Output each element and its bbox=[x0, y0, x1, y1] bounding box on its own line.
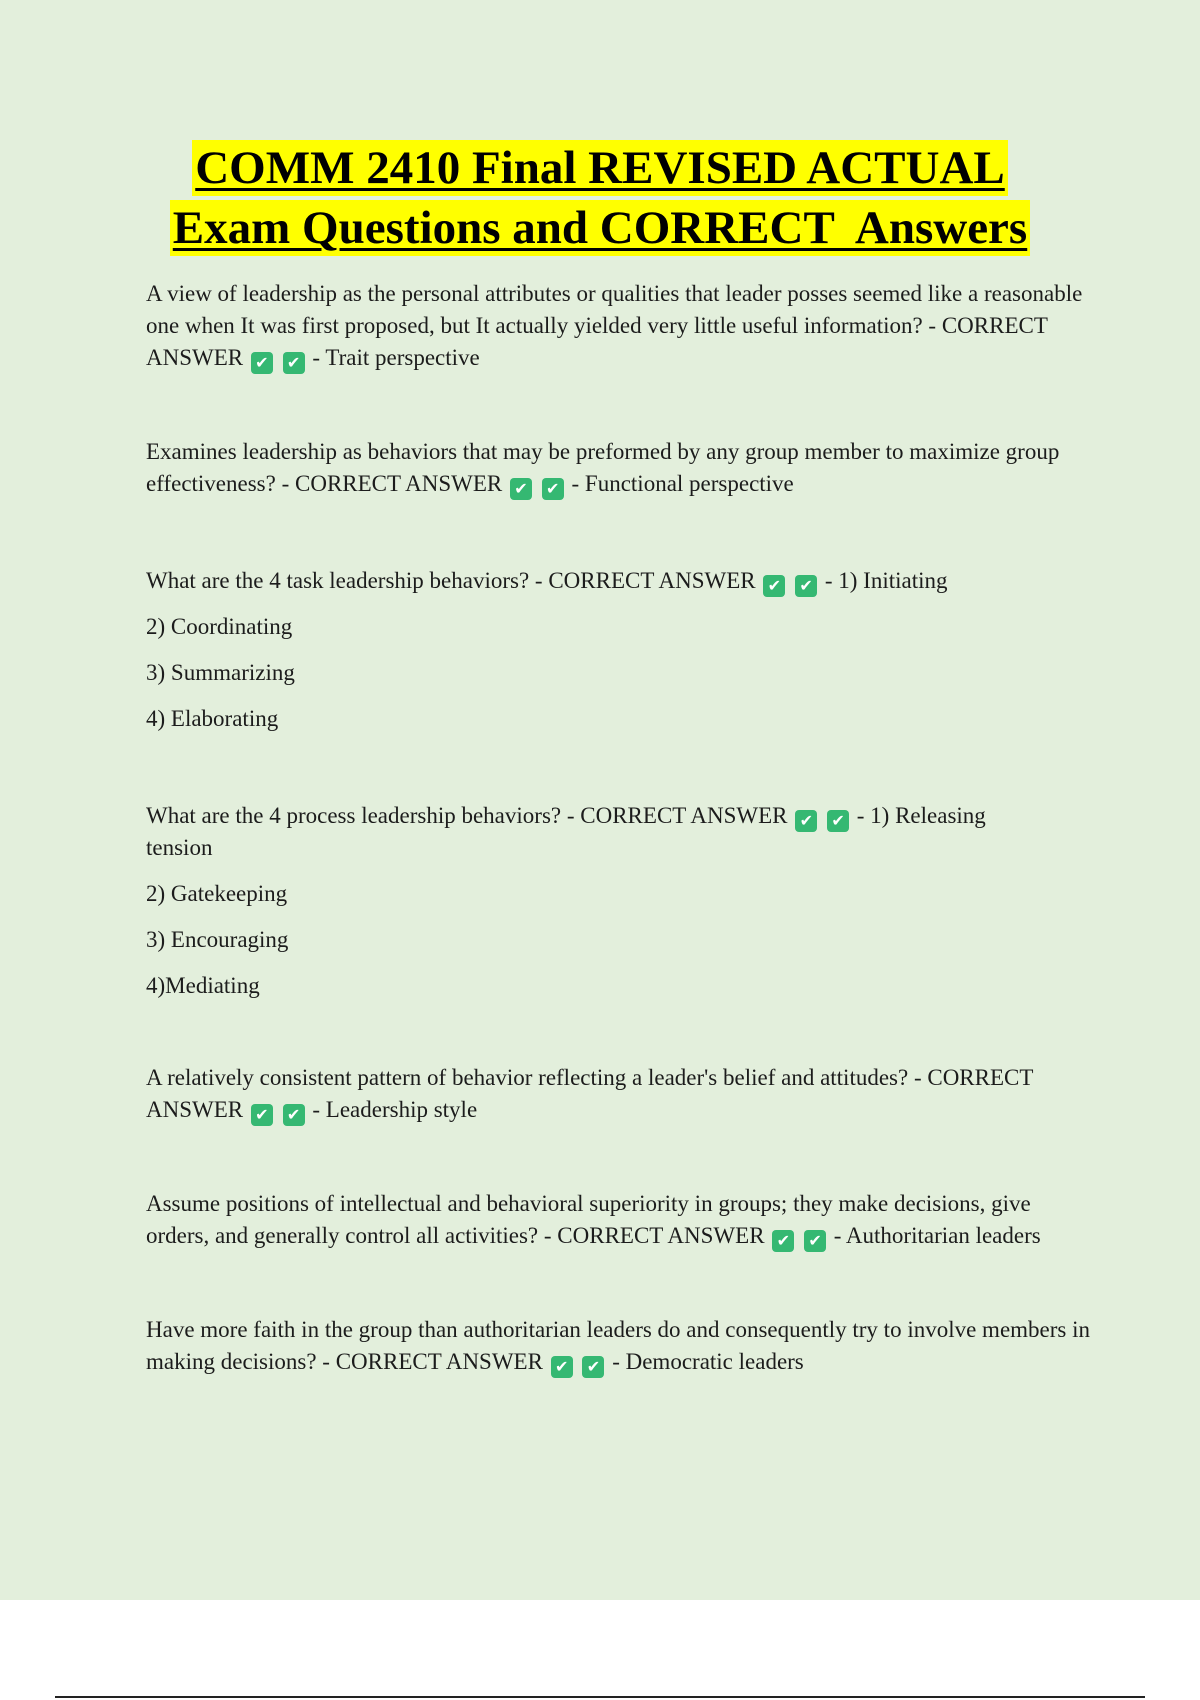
qa-text bbox=[146, 800, 1046, 864]
check-mark-icon: ✔ bbox=[542, 478, 564, 500]
answer-text: - 1) Initiating bbox=[824, 568, 948, 593]
answer-text: - Functional perspective bbox=[571, 471, 794, 496]
qa-text bbox=[146, 565, 1096, 597]
qa-text bbox=[146, 1314, 1096, 1378]
qa-item bbox=[146, 436, 1096, 500]
check-mark-icon: ✔ bbox=[804, 1230, 826, 1252]
document-title bbox=[0, 140, 1200, 256]
footer-divider bbox=[55, 1696, 1145, 1698]
answer-text: - Authoritarian leaders bbox=[833, 1223, 1041, 1248]
title-line-2: Exam Questions and CORRECT Answers bbox=[170, 200, 1030, 256]
question-text: Assume positions of intellectual and behavioral superiority in groups; they make decisions, give orders, and generally control all activities? - CORRECT ANSWER bbox=[146, 1191, 1031, 1248]
check-mark-icon: ✔ bbox=[510, 478, 532, 500]
check-mark-icon: ✔ bbox=[582, 1356, 604, 1378]
answer-list-item: 2) Coordinating bbox=[146, 614, 293, 639]
qa-item bbox=[146, 1062, 1096, 1126]
answer-text: - Trait perspective bbox=[312, 345, 480, 370]
question-text: What are the 4 task leadership behaviors? - CORRECT ANSWER bbox=[146, 568, 756, 593]
question-text: A relatively consistent pattern of behavior reflecting a leader's belief and attitudes? - CORRECT ANSWER bbox=[146, 1065, 1034, 1122]
qa-item bbox=[146, 1314, 1096, 1378]
qa-item bbox=[146, 800, 1096, 1002]
check-mark-icon: ✔ bbox=[251, 1104, 273, 1126]
answer-list-item: 4) Elaborating bbox=[146, 706, 279, 731]
question-text: A view of leadership as the personal attributes or qualities that leader posses seemed like a reasonable one when It was first proposed, but It actually yielded very little useful information? - CORRECT ANSWER bbox=[146, 281, 1083, 370]
check-mark-icon: ✔ bbox=[283, 352, 305, 374]
answer-text: - Leadership style bbox=[312, 1097, 478, 1122]
question-text: What are the 4 process leadership behaviors? - CORRECT ANSWER bbox=[146, 803, 788, 828]
check-mark-icon: ✔ bbox=[772, 1230, 794, 1252]
qa-text bbox=[146, 1188, 1096, 1252]
question-text: Have more faith in the group than authoritarian leaders do and consequently try to involve members in making decisions? - CORRECT ANSWER bbox=[146, 1317, 1090, 1374]
answer-list-item: 4)Mediating bbox=[146, 973, 260, 998]
qa-list bbox=[146, 278, 1096, 1378]
check-mark-icon: ✔ bbox=[763, 575, 785, 597]
check-mark-icon: ✔ bbox=[283, 1104, 305, 1126]
answer-text: - 1) Releasing tension bbox=[146, 803, 986, 860]
qa-text bbox=[146, 278, 1096, 374]
qa-text bbox=[146, 436, 1096, 500]
check-mark-icon: ✔ bbox=[551, 1356, 573, 1378]
answer-text: - Democratic leaders bbox=[612, 1349, 804, 1374]
check-mark-icon: ✔ bbox=[827, 810, 849, 832]
question-text: Examines leadership as behaviors that may be preformed by any group member to maximize group effectiveness? - CORRECT ANSWER bbox=[146, 439, 1060, 496]
check-mark-icon: ✔ bbox=[795, 810, 817, 832]
qa-item bbox=[146, 1188, 1096, 1252]
answer-list-item: 3) Summarizing bbox=[146, 660, 295, 685]
check-mark-icon: ✔ bbox=[795, 575, 817, 597]
check-mark-icon: ✔ bbox=[251, 352, 273, 374]
qa-item bbox=[146, 278, 1096, 374]
qa-text bbox=[146, 1062, 1096, 1126]
title-line-1: COMM 2410 Final REVISED ACTUAL bbox=[192, 140, 1008, 196]
qa-item bbox=[146, 565, 1096, 735]
answer-list-item: 3) Encouraging bbox=[146, 927, 289, 952]
answer-list-item: 2) Gatekeeping bbox=[146, 881, 288, 906]
